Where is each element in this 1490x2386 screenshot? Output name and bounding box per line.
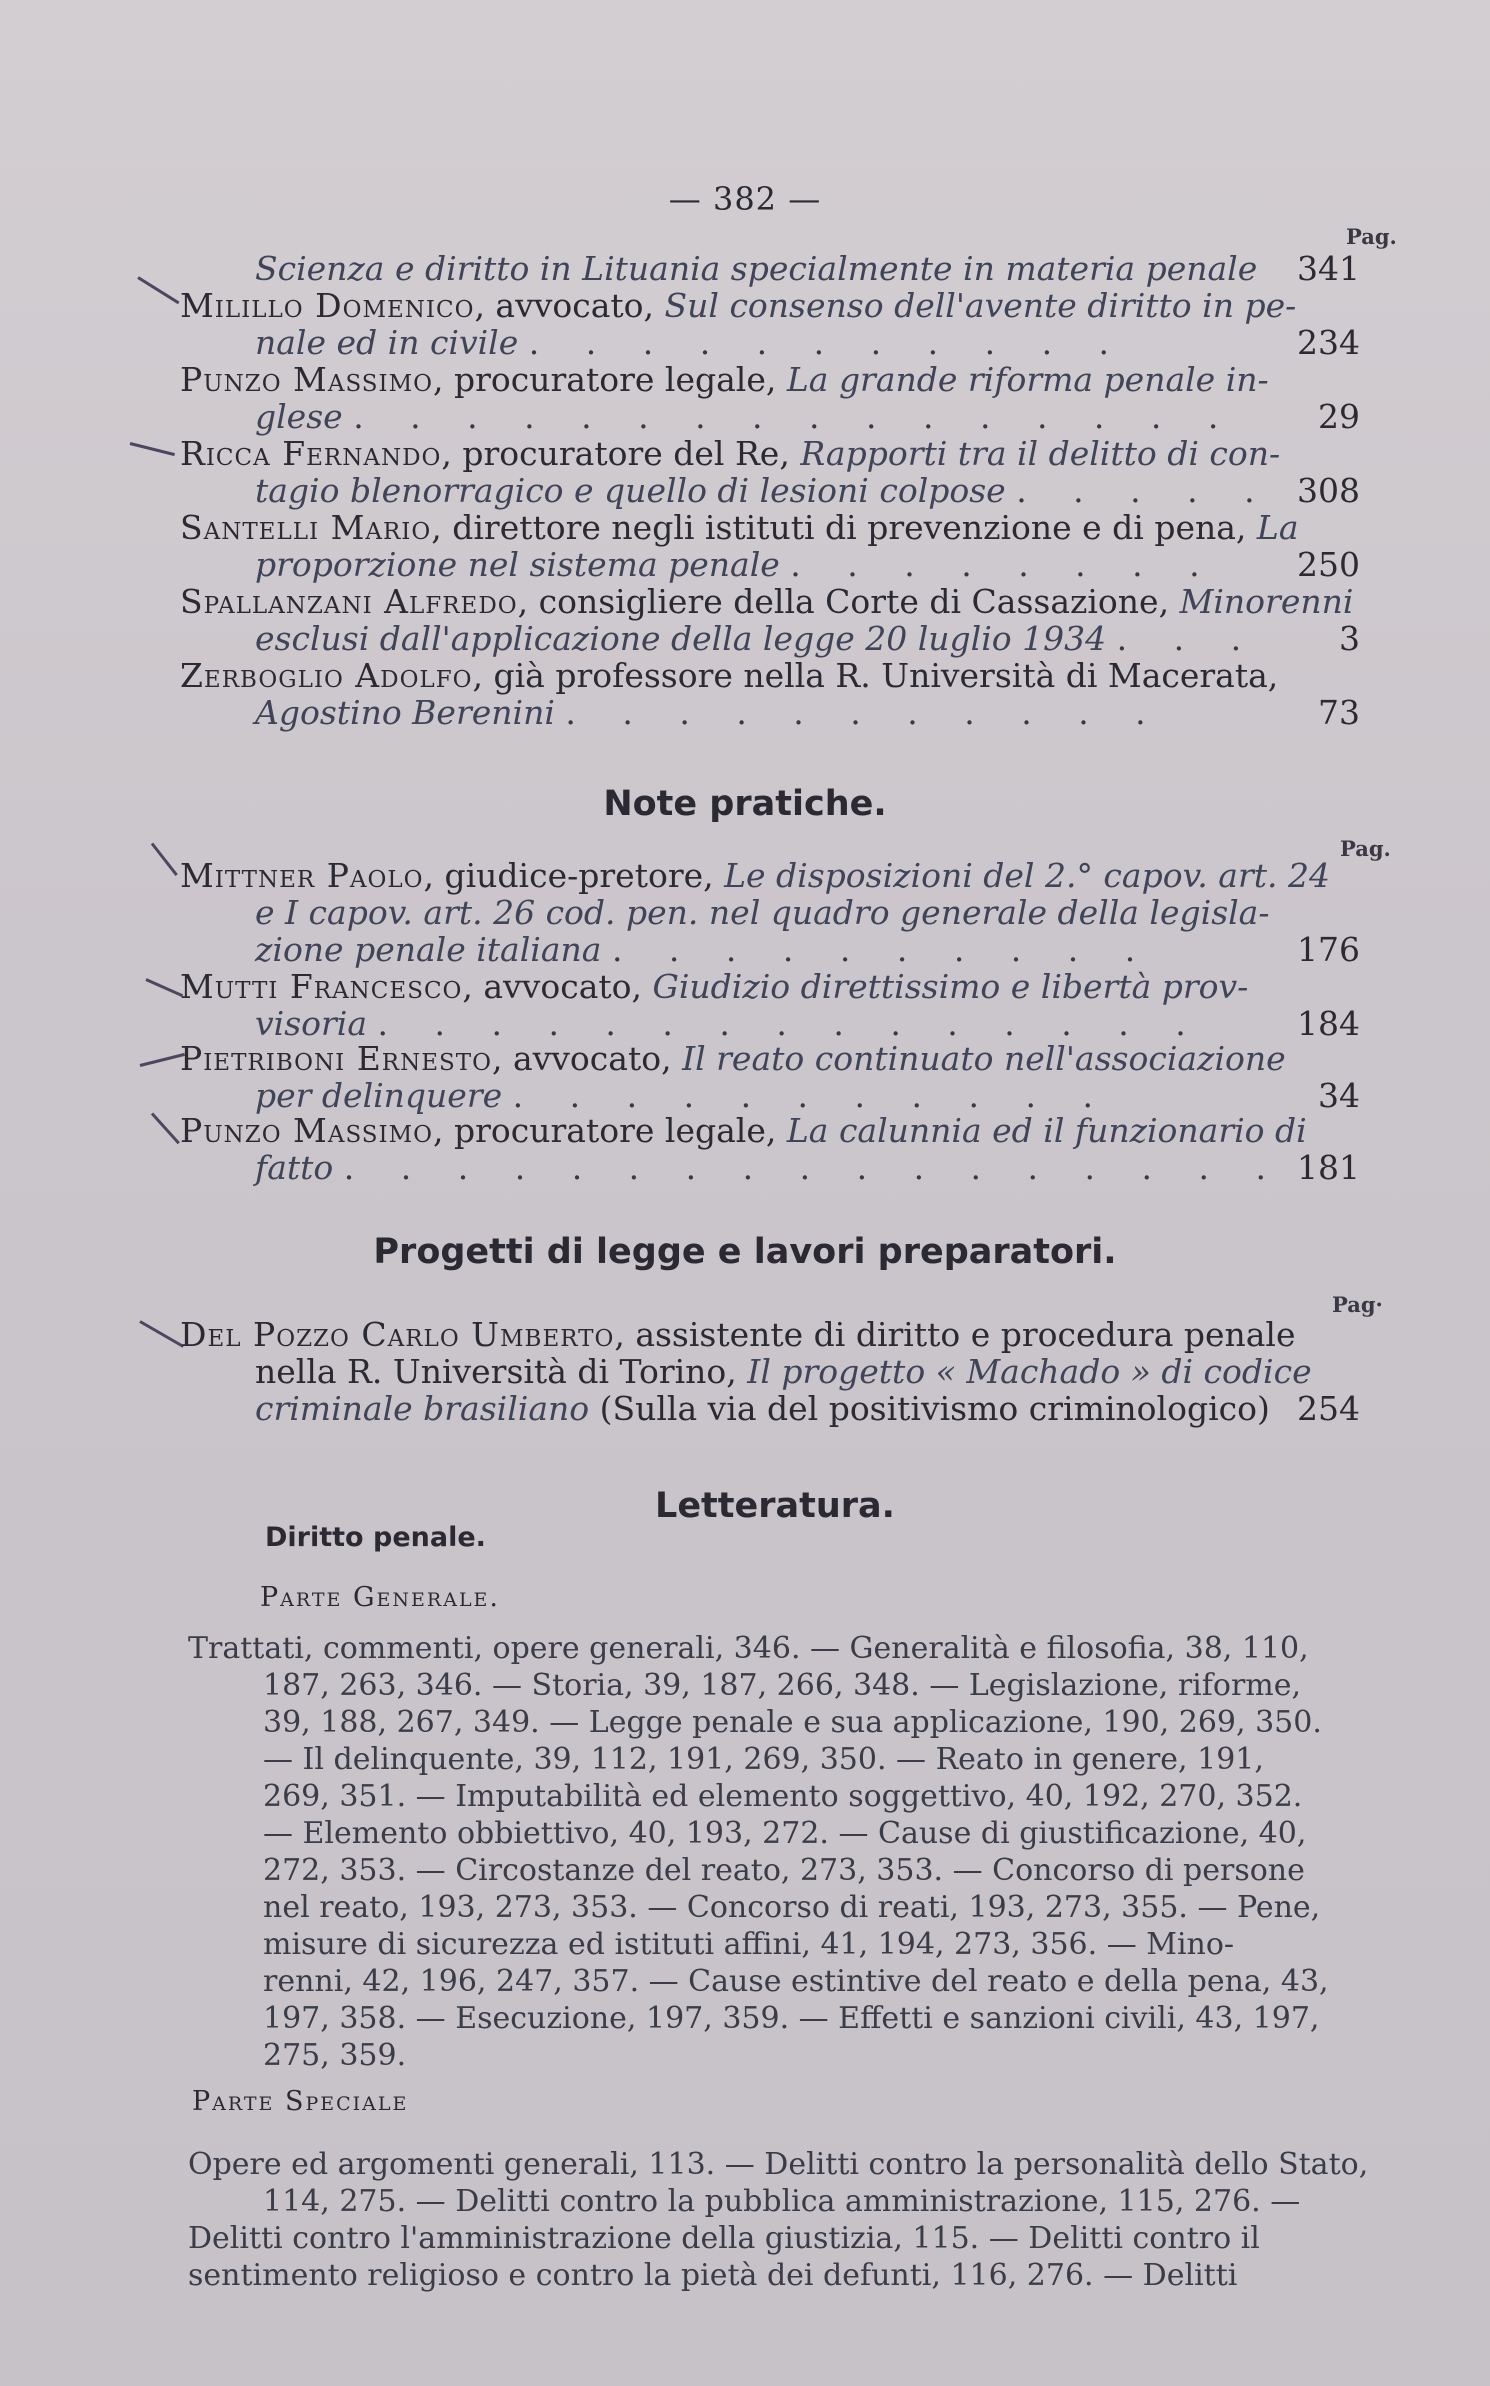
text-line: sentimento religioso e contro la pietà dei defunti, 116, 276. — Delitti xyxy=(188,2258,1238,2293)
entry-page: 234 xyxy=(1297,323,1360,362)
text-line: Trattati, commenti, opere generali, 346. — Generalità e filosofia, 38, 110, xyxy=(188,1631,1309,1666)
pencil-mark-icon xyxy=(151,843,178,876)
index-entry: Santelli Mario, direttore negli istituti di prevenzione e di pena, La proporzione nel sistema penale . . . . . . . . 250 xyxy=(180,508,1360,584)
entry-title: criminale brasiliano xyxy=(255,1389,590,1428)
author-name: Punzo Massimo xyxy=(180,1111,434,1150)
entry-title: zione penale italiana xyxy=(255,930,602,969)
entry-page: 29 xyxy=(1318,397,1360,436)
author-name: Mutti Francesco xyxy=(180,967,463,1006)
pencil-mark-icon xyxy=(139,1320,184,1348)
author-role: , giudice-pretore, xyxy=(423,856,714,895)
entry-title: Il reato continuato nell'associazione xyxy=(682,1039,1286,1078)
entry-page: 254 xyxy=(1297,1389,1360,1428)
pag-column-label: Pag. xyxy=(1346,224,1397,249)
index-entry: Punzo Massimo, procuratore legale, La grande riforma penale in- glese . . . . . . . . . . . . . . . . 29 xyxy=(180,360,1360,436)
entry-title: Agostino Berenini xyxy=(255,693,555,732)
entry-title: La xyxy=(1256,508,1299,547)
text-line: nel reato, 193, 273, 353. — Concorso di reati, 193, 273, 355. — Pene, xyxy=(263,1890,1321,1925)
entry-title: per delinquere xyxy=(255,1076,503,1115)
section-heading-progetti: Progetti di legge e lavori preparatori. xyxy=(373,1232,1117,1272)
entry-subtitle: (Sulla via del positivismo criminologico) xyxy=(599,1389,1270,1428)
text-line: 272, 353. — Circostanze del reato, 273, 353. — Concorso di persone xyxy=(263,1853,1305,1888)
text-line: 269, 351. — Imputabilità ed elemento soggettivo, 40, 192, 270, 352. xyxy=(263,1779,1303,1814)
parte-generale-text xyxy=(188,1630,1384,2074)
index-entry: Milillo Domenico, avvocato, Sul consenso dell'avente diritto in pe- nale ed in civile . . . . . . . . . . . 234 xyxy=(180,286,1360,362)
entry-title: glese xyxy=(255,397,343,436)
text-line: 275, 359. xyxy=(263,2038,407,2073)
index-entry: Ricca Fernando, procuratore del Re, Rapporti tra il delitto di con- tagio blenorragico e quello di lesioni colpose . . . . . 308 xyxy=(180,434,1360,510)
index-entry: Mutti Francesco, avvocato, Giudizio direttissimo e libertà prov- visoria . . . . . . . . . . . . . . . 184 xyxy=(180,967,1360,1043)
index-entry xyxy=(180,250,1360,287)
text-line: 187, 263, 346. — Storia, 39, 187, 266, 348. — Legislazione, riforme, xyxy=(263,1668,1302,1703)
author-role: , assistente di diritto e procedura penale xyxy=(614,1315,1296,1354)
page-number: — 382 — xyxy=(668,180,822,218)
index-entry: Mittner Paolo, giudice-pretore, Le disposizioni del 2.° capov. art. 24 e I capov. art. 26 cod. pen. nel quadro generale della legisla- zione penale italiana . . . . . . . . . . 176 xyxy=(180,856,1360,969)
author-name: Del Pozzo Carlo Umberto xyxy=(180,1315,615,1354)
entry-title: fatto xyxy=(255,1148,334,1187)
entry-title: e I capov. art. 26 cod. pen. nel quadro generale della legisla- xyxy=(255,893,1270,932)
entry-page: 250 xyxy=(1297,545,1360,584)
text-line: misure di sicurezza ed istituti affini, 41, 194, 273, 356. — Mino- xyxy=(263,1927,1235,1962)
author-role: , procuratore del Re, xyxy=(441,434,790,473)
section-heading-note-pratiche: Note pratiche. xyxy=(603,784,887,824)
index-entry: Spallanzani Alfredo, consigliere della Corte di Cassazione, Minorenni esclusi dall'applicazione della legge 20 luglio 1934 . . . 3 xyxy=(180,582,1360,658)
parte-speciale-text xyxy=(188,2146,1384,2294)
entry-title: Le disposizioni del 2.° capov. art. 24 xyxy=(724,856,1330,895)
pencil-mark-icon xyxy=(140,1053,185,1067)
entry-title: Rapporti tra il delitto di con- xyxy=(800,434,1281,473)
pag-column-label: Pag· xyxy=(1332,1292,1383,1317)
author-name: Ricca Fernando xyxy=(180,434,442,473)
entry-title: Minorenni xyxy=(1179,582,1354,621)
author-role: , avvocato, xyxy=(491,1039,672,1078)
entry-title: Sul consenso dell'avente diritto in pe- xyxy=(664,286,1297,325)
author-name: Milillo Domenico xyxy=(180,286,475,325)
author-name: Santelli Mario xyxy=(180,508,432,547)
entry-title: Il progetto « Machado » di codice xyxy=(747,1352,1312,1391)
entry-page: 73 xyxy=(1318,693,1360,732)
pag-column-label: Pag. xyxy=(1340,836,1391,861)
entry-affiliation: nella R. Università di Torino, xyxy=(255,1352,737,1391)
text-line: Delitti contro l'amministrazione della giustizia, 115. — Delitti contro il xyxy=(188,2221,1260,2256)
author-role: , consigliere della Corte di Cassazione, xyxy=(517,582,1170,621)
author-name: Punzo Massimo xyxy=(180,360,434,399)
entry-title: esclusi dall'applicazione della legge 20 luglio 1934 xyxy=(255,619,1107,658)
section-heading-letteratura: Letteratura. xyxy=(655,1486,895,1526)
pencil-mark-icon xyxy=(151,1112,180,1144)
entry-page: 184 xyxy=(1297,1004,1360,1043)
author-role: , già professore nella R. Università di Macerata, xyxy=(472,656,1279,695)
entry-title: proporzione nel sistema penale xyxy=(255,545,780,584)
text-line: 114, 275. — Delitti contro la pubblica amministrazione, 115, 276. — xyxy=(263,2184,1301,2219)
part-heading-generale: Parte Generale. xyxy=(260,1582,501,1613)
part-heading-speciale: Parte Speciale xyxy=(192,2086,409,2117)
entry-page: 181 xyxy=(1297,1148,1360,1187)
text-line: — Il delinquente, 39, 112, 191, 269, 350. — Reato in genere, 191, xyxy=(263,1742,1264,1777)
entry-page: 34 xyxy=(1318,1076,1360,1115)
entry-title: visoria xyxy=(255,1004,368,1043)
text-line: 39, 188, 267, 349. — Legge penale e sua applicazione, 190, 269, 350. xyxy=(263,1705,1322,1740)
entry-page: 176 xyxy=(1297,930,1360,969)
entry-title: tagio blenorragico e quello di lesioni colpose xyxy=(255,471,1006,510)
author-role: , procuratore legale, xyxy=(433,360,777,399)
author-role: , avvocato, xyxy=(474,286,655,325)
author-role: , avvocato, xyxy=(462,967,642,1006)
index-entry: Zerboglio Adolfo, già professore nella R. Università di Macerata, Agostino Berenini . . . . . . . . . . . 73 xyxy=(180,656,1360,732)
subheading-diritto-penale: Diritto penale. xyxy=(265,1522,486,1553)
entry-page: 308 xyxy=(1297,471,1360,510)
author-name: Zerboglio Adolfo xyxy=(180,656,473,695)
entry-title: La grande riforma penale in- xyxy=(786,360,1269,399)
entry-title: La calunnia ed il funzionario di xyxy=(786,1111,1307,1150)
text-line: renni, 42, 196, 247, 357. — Cause estintive del reato e della pena, 43, xyxy=(263,1964,1329,1999)
index-entry: Punzo Massimo, procuratore legale, La calunnia ed il funzionario di fatto . . . . . . . . . . . . . . . . . 181 xyxy=(180,1111,1360,1187)
entry-title: nale ed in civile xyxy=(255,323,519,362)
text-line: Opere ed argomenti generali, 113. — Delitti contro la personalità dello Stato, xyxy=(188,2147,1369,2182)
author-name: Mittner Paolo xyxy=(180,856,424,895)
entry-title: Scienza e diritto in Lituania specialmente in materia penale xyxy=(255,249,1258,288)
pencil-mark-icon xyxy=(130,442,175,456)
index-entry: Pietriboni Ernesto, avvocato, Il reato continuato nell'associazione per delinquere . . . . . . . . . . . 34 xyxy=(180,1039,1360,1115)
author-role: , procuratore legale, xyxy=(433,1111,777,1150)
entry-page: 341 xyxy=(1297,249,1360,288)
author-name: Spallanzani Alfredo xyxy=(180,582,518,621)
entry-title: Giudizio direttissimo e libertà prov- xyxy=(652,967,1249,1006)
author-name: Pietriboni Ernesto xyxy=(180,1039,492,1078)
entry-page: 3 xyxy=(1339,619,1360,658)
author-role: , direttore negli istituti di prevenzione e di pena, xyxy=(431,508,1247,547)
index-entry xyxy=(180,1316,1360,1427)
pencil-mark-icon xyxy=(145,978,183,997)
text-line: — Elemento obbiettivo, 40, 193, 272. — Cause di giustificazione, 40, xyxy=(263,1816,1307,1851)
pencil-mark-icon xyxy=(137,276,179,304)
text-line: 197, 358. — Esecuzione, 197, 359. — Effetti e sanzioni civili, 43, 197, xyxy=(263,2001,1320,2036)
